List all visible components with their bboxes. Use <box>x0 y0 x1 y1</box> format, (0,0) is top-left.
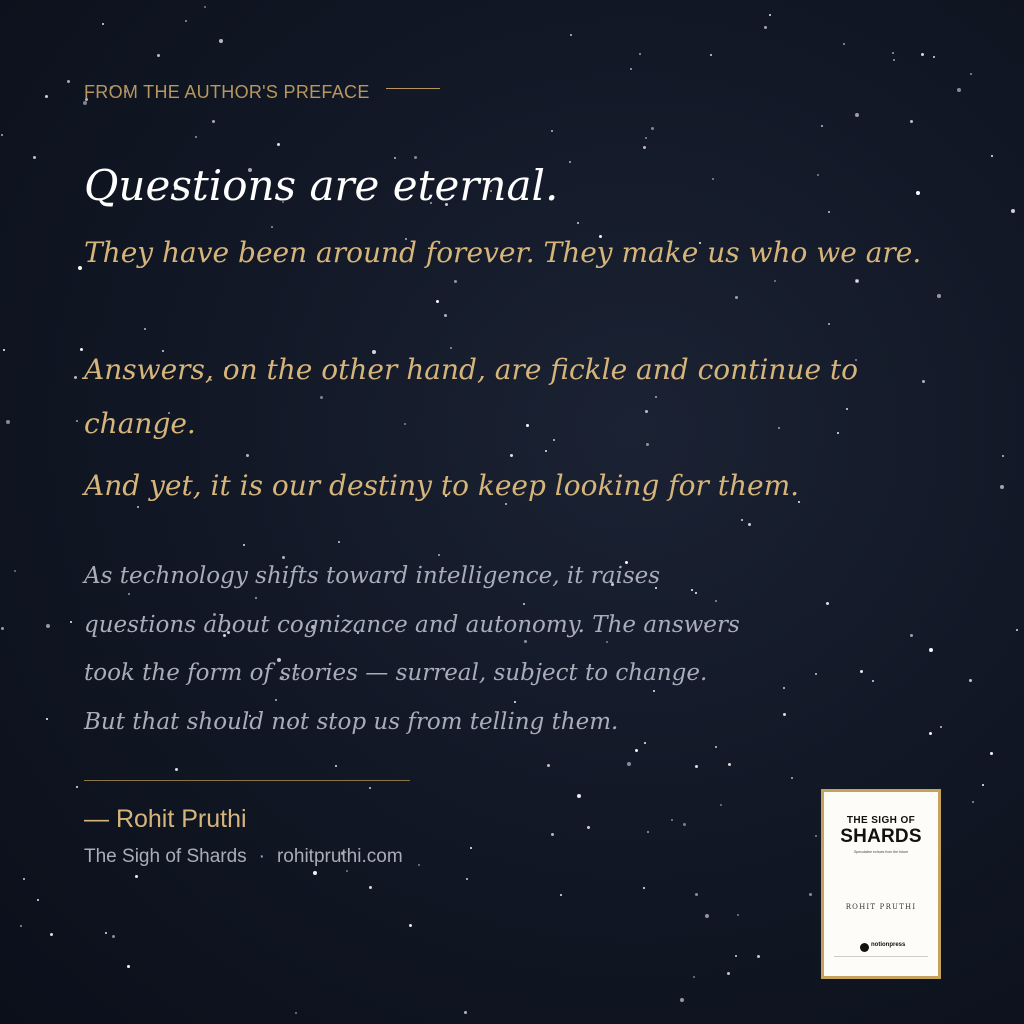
star <box>741 519 743 521</box>
star <box>712 178 714 180</box>
star <box>893 59 895 61</box>
publisher-logo <box>860 942 910 954</box>
star <box>916 191 920 195</box>
star <box>76 420 78 422</box>
star <box>769 14 771 16</box>
paragraph-line: But that should not stop us from telling them. <box>84 708 619 735</box>
star <box>212 120 215 123</box>
star <box>643 887 645 889</box>
star <box>346 870 348 872</box>
star <box>737 914 739 916</box>
star <box>727 972 730 975</box>
star <box>569 161 571 163</box>
star <box>577 222 579 224</box>
quote-line-3: And yet, it is our destiny to keep looking for them. <box>84 469 800 502</box>
star <box>671 819 673 821</box>
star <box>969 679 972 682</box>
star <box>821 125 823 127</box>
author-name: — Rohit Pruthi <box>84 805 247 833</box>
star <box>185 20 187 22</box>
star <box>757 955 760 958</box>
star <box>627 762 631 766</box>
star <box>1000 485 1004 489</box>
separator-dot: · <box>258 846 265 867</box>
star <box>774 280 776 282</box>
star <box>444 314 447 317</box>
star <box>78 266 82 270</box>
star <box>157 54 160 57</box>
star <box>645 137 647 139</box>
star <box>23 878 25 880</box>
star <box>921 53 924 56</box>
star <box>37 899 39 901</box>
star <box>335 765 337 767</box>
star <box>510 454 513 457</box>
star <box>982 784 984 786</box>
star <box>195 136 197 138</box>
star <box>910 634 913 637</box>
star <box>76 786 78 788</box>
paragraph-line: questions about cognizance and autonomy. The answers <box>84 611 740 638</box>
star <box>338 541 340 543</box>
star <box>144 328 146 330</box>
star <box>204 6 206 8</box>
star <box>46 624 50 628</box>
star <box>693 976 695 978</box>
star <box>828 323 830 325</box>
star <box>892 52 894 54</box>
star <box>683 823 686 826</box>
preface-paragraph <box>84 552 884 746</box>
star <box>470 847 472 849</box>
publisher-name: notionpress <box>871 942 906 948</box>
star <box>855 113 859 117</box>
star <box>80 348 83 351</box>
star <box>748 523 751 526</box>
star <box>695 765 698 768</box>
star <box>246 454 249 457</box>
star <box>710 54 712 56</box>
star <box>910 120 913 123</box>
star <box>112 935 115 938</box>
star <box>991 155 993 157</box>
star <box>940 726 942 728</box>
quote-line-2: Answers, on the other hand, are fickle and continue to change. <box>84 353 859 440</box>
star <box>45 95 48 98</box>
star <box>843 43 845 45</box>
star <box>418 864 420 866</box>
star <box>933 56 935 58</box>
star <box>828 211 830 213</box>
book-cover-author: ROHIT PRUTHI <box>845 903 917 911</box>
star <box>720 804 722 806</box>
star <box>243 544 245 546</box>
star <box>809 893 812 896</box>
book-title-text: The Sigh of Shards <box>84 846 247 867</box>
star <box>369 787 371 789</box>
star <box>764 26 767 29</box>
star <box>705 914 709 918</box>
star <box>313 871 317 875</box>
star <box>369 886 372 889</box>
star <box>817 174 819 176</box>
book-cover-divider <box>834 956 928 957</box>
book-cover-image <box>821 789 941 979</box>
eyebrow-divider <box>386 88 440 89</box>
star <box>728 763 731 766</box>
source-line <box>84 846 403 868</box>
star <box>551 833 554 836</box>
star <box>14 570 16 572</box>
star <box>102 23 104 25</box>
star <box>409 924 412 927</box>
paragraph-line: As technology shifts toward intelligence, it raises <box>84 563 661 589</box>
star <box>929 648 933 652</box>
star <box>33 156 36 159</box>
star <box>466 878 468 880</box>
star <box>67 80 70 83</box>
star <box>436 300 439 303</box>
star <box>105 932 107 934</box>
book-cover-title-top: THE SIGH OF <box>846 815 916 826</box>
star <box>175 768 178 771</box>
star <box>1002 455 1004 457</box>
star <box>560 894 562 896</box>
star <box>1011 209 1015 213</box>
star <box>570 34 572 36</box>
publisher-logo-icon <box>860 943 869 952</box>
star <box>20 925 22 927</box>
star <box>577 794 581 798</box>
star <box>639 53 641 55</box>
star <box>454 280 457 283</box>
star <box>735 296 738 299</box>
book-cover-title-main: SHARDS <box>840 826 922 847</box>
star <box>680 998 684 1002</box>
star <box>957 88 961 92</box>
section-eyebrow: FROM THE AUTHOR'S PREFACE <box>84 82 370 102</box>
star <box>635 749 638 752</box>
star <box>6 420 10 424</box>
book-cover-subtitle: Speculative echoes from the future <box>853 850 909 854</box>
star <box>972 801 974 803</box>
star <box>277 143 280 146</box>
star <box>643 146 646 149</box>
star <box>970 73 972 75</box>
star <box>50 933 53 936</box>
star <box>647 831 649 833</box>
star <box>1016 629 1018 631</box>
star <box>630 68 632 70</box>
star <box>735 955 737 957</box>
star <box>715 746 717 748</box>
star <box>547 764 550 767</box>
star <box>127 965 130 968</box>
star <box>587 826 590 829</box>
star <box>46 718 48 720</box>
star <box>219 39 223 43</box>
star <box>937 294 941 298</box>
star <box>1 627 4 630</box>
star <box>815 835 817 837</box>
quote-headline: Questions are eternal. <box>84 161 559 210</box>
website-text: rohitpruthi.com <box>276 846 403 867</box>
star <box>3 349 5 351</box>
star <box>551 130 553 132</box>
star <box>70 621 72 623</box>
attribution-divider <box>84 780 410 781</box>
star <box>695 893 698 896</box>
star <box>856 280 858 282</box>
paragraph-line: took the form of stories — surreal, subject to change. <box>84 660 708 686</box>
star <box>74 376 77 379</box>
star <box>1 134 3 136</box>
star <box>929 732 932 735</box>
star <box>791 777 793 779</box>
star <box>295 1012 297 1014</box>
star <box>135 875 138 878</box>
star <box>651 127 654 130</box>
star <box>990 752 993 755</box>
quote-line-1: They have been around forever. They make us who we are. <box>84 236 922 269</box>
star <box>464 1011 467 1014</box>
